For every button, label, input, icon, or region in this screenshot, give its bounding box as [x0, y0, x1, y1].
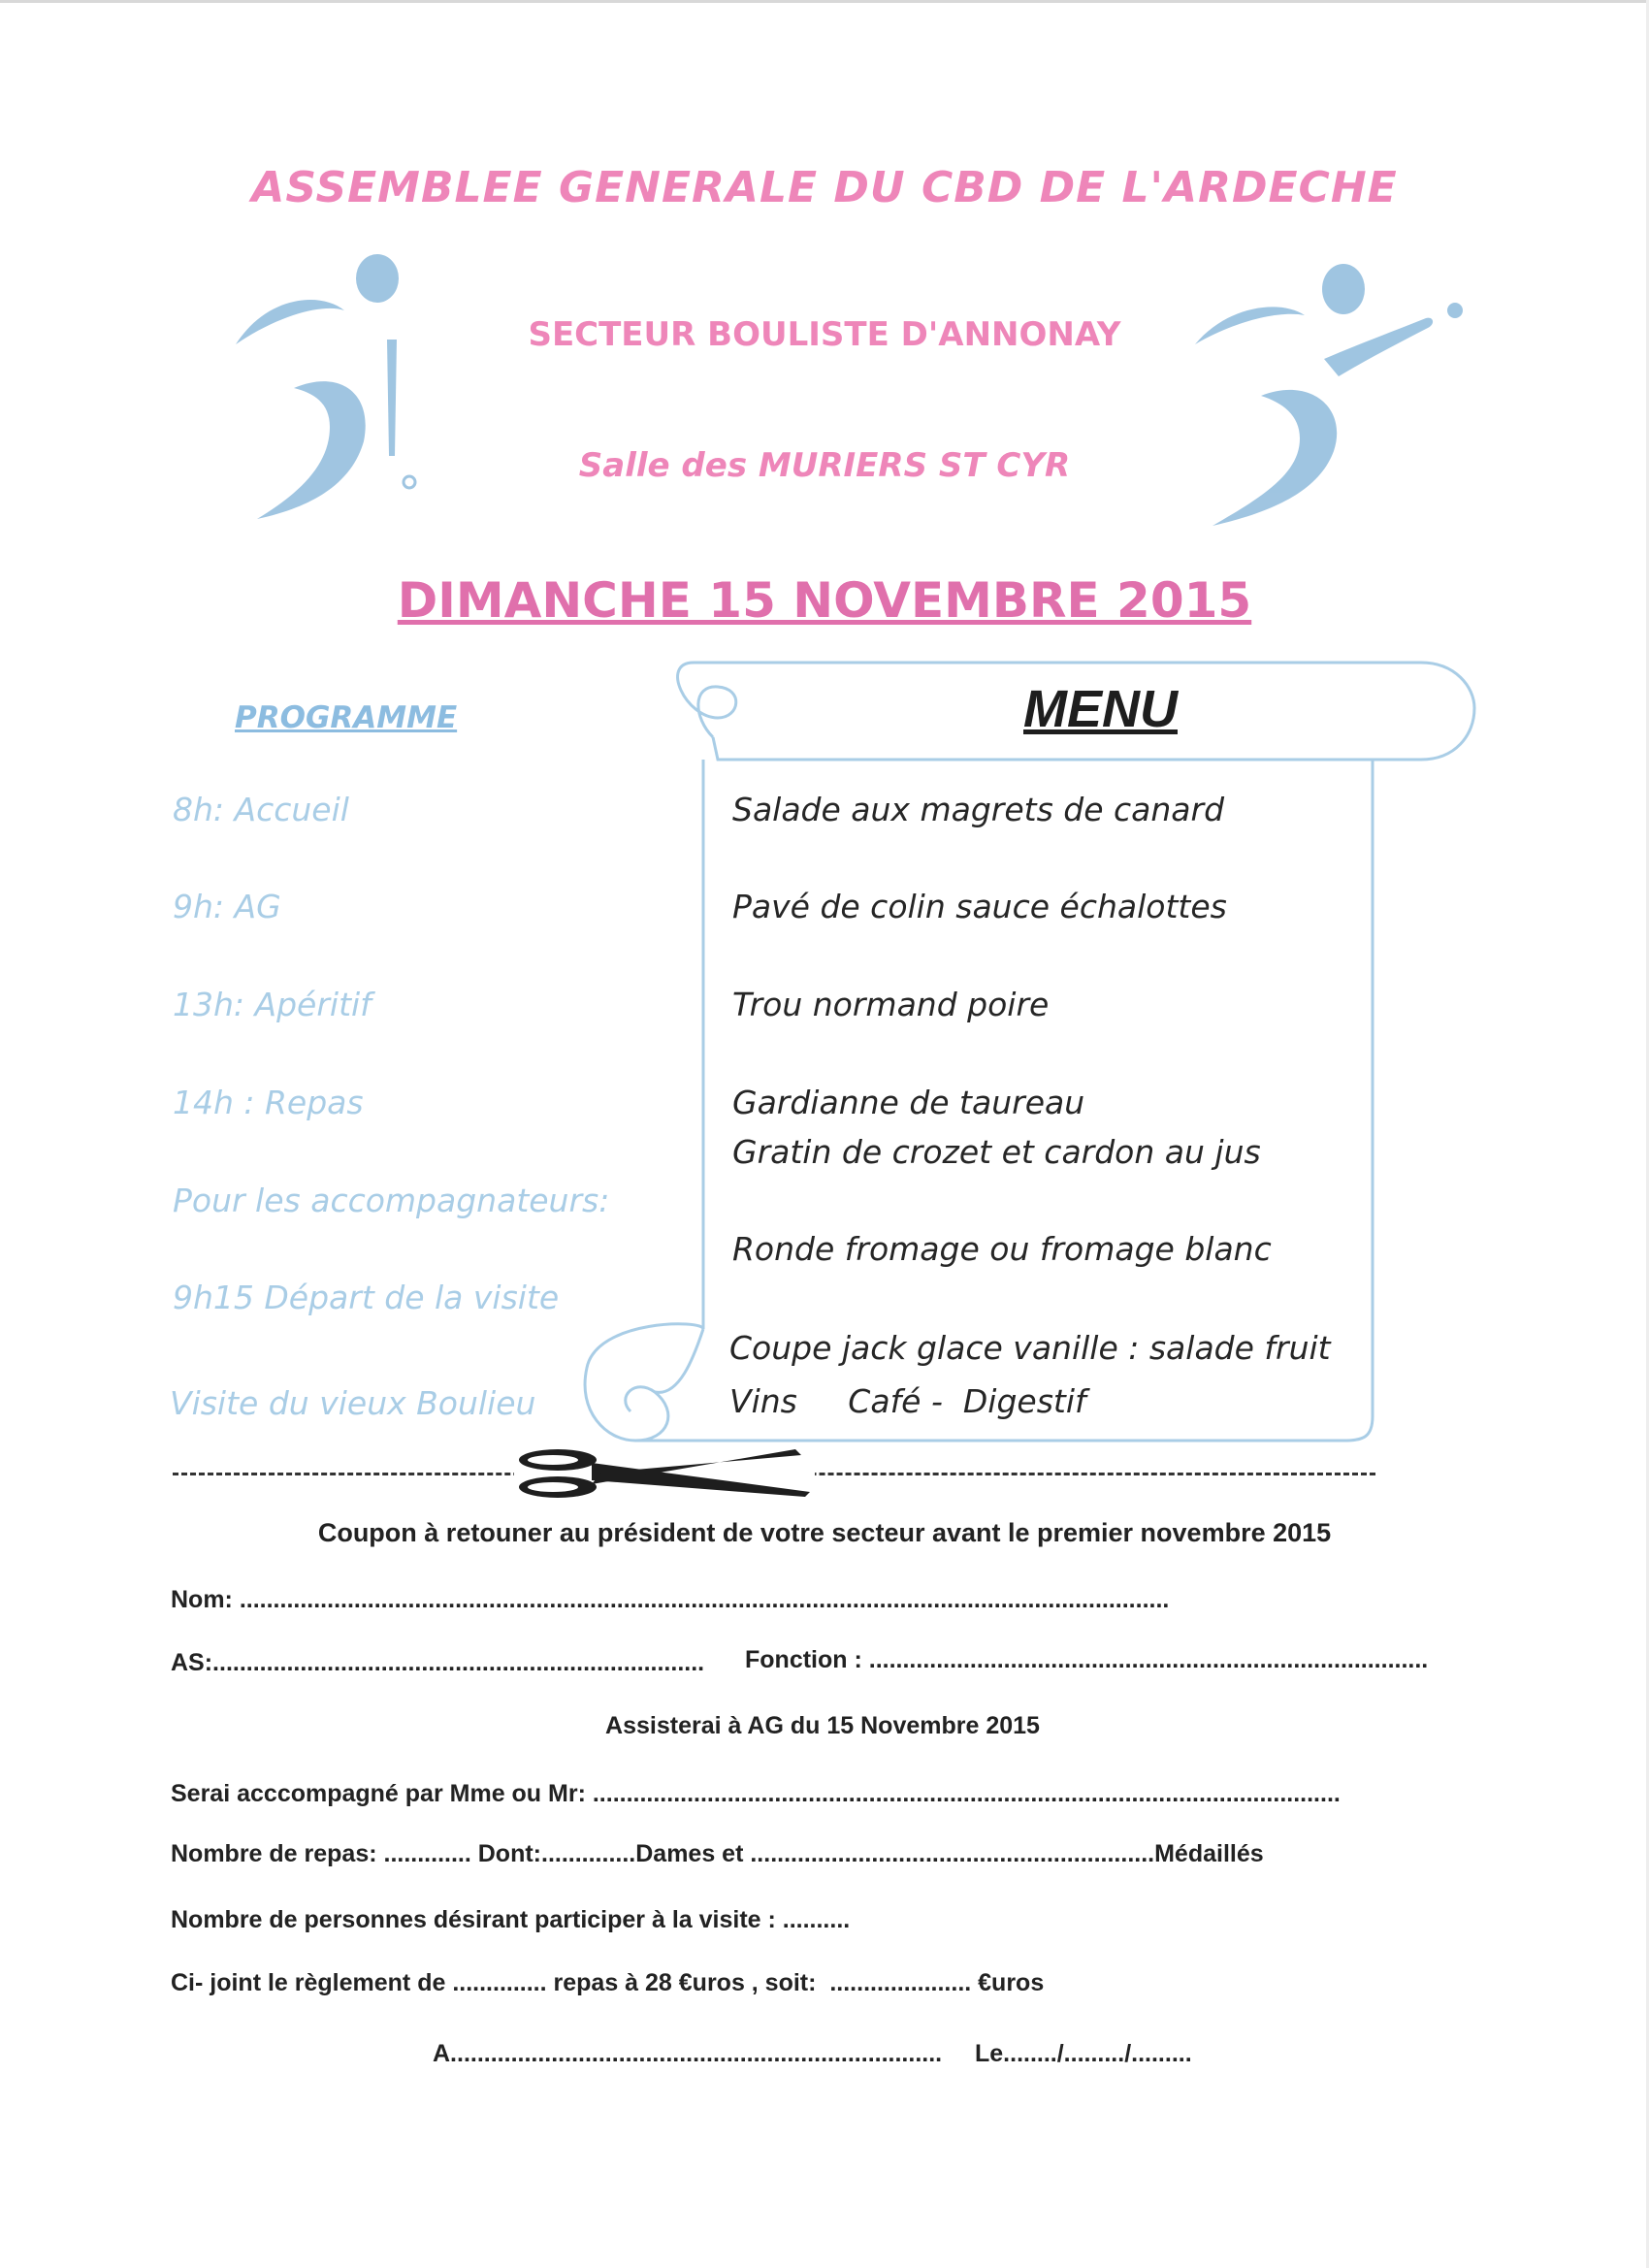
menu-item: Ronde fromage ou fromage blanc: [732, 1230, 1272, 1268]
form-field-payment[interactable]: Ci- joint le règlement de .............. repas à 28 €uros , soit: ..................... €uros: [171, 1969, 1045, 1996]
form-field-place[interactable]: A.........................................................................: [433, 2040, 943, 2067]
programme-item: 9h: AG: [173, 888, 281, 925]
venue-line: Salle des MURIERS ST CYR: [578, 446, 1071, 485]
menu-scroll-banner: [577, 660, 1479, 1445]
page-title: ASSEMBLEE GENERALE DU CBD DE L'ARDECHE: [251, 163, 1398, 212]
form-field-fonction[interactable]: Fonction : ...................................................................................: [745, 1646, 1429, 1673]
form-field-meals[interactable]: Nombre de repas: ............. Dont:..............Dames et ............................................................Médaillés: [171, 1840, 1264, 1867]
programme-item: 14h : Repas: [173, 1084, 364, 1121]
menu-item: Coupe jack glace vanille : salade fruit: [729, 1329, 1331, 1367]
coupon-instruction: Coupon à retouner au président de votre secteur avant le premier novembre 2015: [317, 1518, 1332, 1547]
scissors-icon: [514, 1443, 815, 1502]
boules-player-left-icon: [228, 247, 461, 529]
programme-item: Pour les accompagnateurs:: [173, 1182, 610, 1219]
programme-item: Visite du vieux Boulieu: [170, 1384, 536, 1422]
form-field-date[interactable]: Le......../........./.........: [975, 2040, 1192, 2067]
programme-title: PROGRAMME: [235, 700, 458, 735]
menu-item: Vins Café - Digestif: [729, 1382, 1086, 1420]
menu-item: Trou normand poire: [732, 986, 1050, 1023]
scan-top-edge: [0, 0, 1649, 3]
attendance-statement: Assisterai à AG du 15 Novembre 2015: [605, 1712, 1040, 1739]
menu-item: Gratin de crozet et cardon au jus: [732, 1133, 1261, 1171]
page-subtitle: SECTEUR BOULISTE D'ANNONAY: [528, 315, 1121, 354]
programme-item: 9h15 Départ de la visite: [173, 1279, 560, 1316]
form-field-nom[interactable]: Nom: ..........................................................................................................................................: [171, 1586, 1170, 1613]
form-field-visit[interactable]: Nombre de personnes désirant participer à la visite : ..........: [171, 1906, 851, 1933]
menu-item: Salade aux magrets de canard: [732, 791, 1225, 828]
menu-item: Pavé de colin sauce échalottes: [732, 888, 1227, 925]
form-field-accompanied[interactable]: Serai acccompagné par Mme ou Mr: ...............................................................................................................: [171, 1780, 1341, 1807]
form-field-as[interactable]: AS:.........................................................................: [171, 1649, 705, 1676]
programme-item: 13h: Apéritif: [173, 986, 372, 1023]
boules-player-right-icon: [1193, 252, 1465, 529]
menu-title: MENU: [1023, 680, 1178, 738]
programme-item: 8h: Accueil: [173, 791, 349, 828]
event-date: DIMANCHE 15 NOVEMBRE 2015: [397, 572, 1252, 629]
menu-item: Gardianne de taureau: [732, 1084, 1085, 1121]
